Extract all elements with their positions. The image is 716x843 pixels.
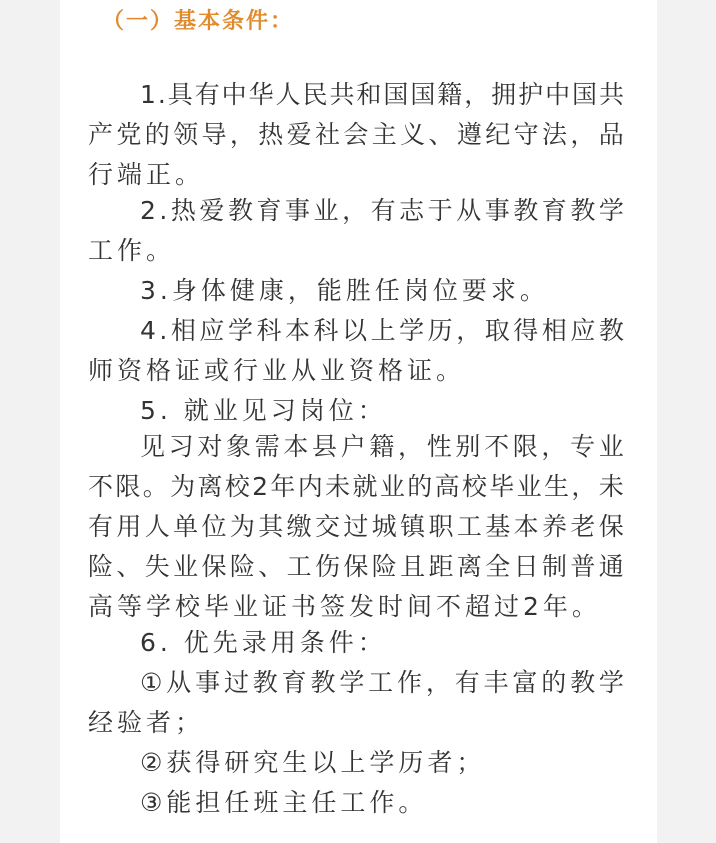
text-line: 3.身体健康，能胜任岗位要求。 [140,276,549,305]
text-line: 4 . 相 应 学 科 本 科 以 上 学 历 ， 取 得 相 应 教 [140,316,624,345]
text-line: 行端正。 [88,160,205,189]
text-line: 5. 就业见习岗位： [140,396,387,425]
text-line: 经验者； [88,708,205,737]
text-line: 不 限 。 为 离 校 2 年 内 未 就 业 的 高 校 毕 业 生 ， 未 [88,472,624,501]
section-heading: （一）基本条件： [102,9,295,34]
text-line: 高等学校毕业证书签发时间不超过2年。 [88,592,601,621]
text-line: 见 习 对 象 需 本 县 户 籍 ， 性 别 不 限 ， 专 业 [140,432,624,461]
text-line: 险 、 失 业 保 险 、 工 伤 保 险 且 距 离 全 日 制 普 通 [88,552,624,581]
text-line: ②获得研究生以上学历者； [140,748,486,777]
text-line: 有 用 人 单 位 为 其 缴 交 过 城 镇 职 工 基 本 养 老 保 [88,512,624,541]
text-line: 6. 优先录用条件： [140,628,387,657]
text-line: ① 从 事 过 教 育 教 学 工 作 ， 有 丰 富 的 教 学 [140,668,624,697]
text-line: 工作。 [88,236,176,265]
text-line: 1 . 具 有 中 华 人 民 共 和 国 国 籍 ， 拥 护 中 国 共 [140,80,624,109]
text-line: 产 党 的 领 导 ， 热 爱 社 会 主 义 、 遵 纪 守 法 ， 品 [88,120,624,149]
text-line: 师资格证或行业从业资格证。 [88,356,466,385]
text-line: 2 . 热 爱 教 育 事 业 ， 有 志 于 从 事 教 育 教 学 [140,196,624,225]
text-line: ③能担任班主任工作。 [140,788,428,817]
